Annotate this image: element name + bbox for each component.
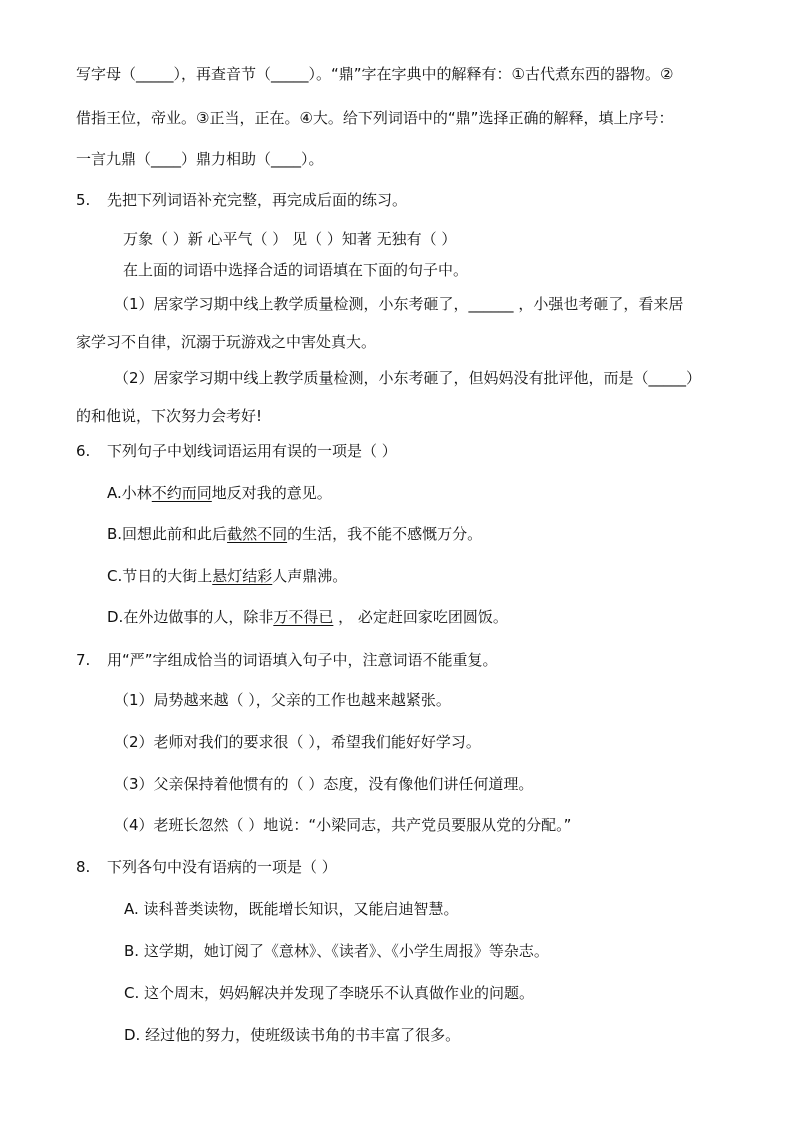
q7-number: 7. xyxy=(76,651,91,669)
q5-sentence-1-line-1: （1）居家学习期中线上教学质量检测，小东考砸了，______ ，小强也考砸了，看来居 xyxy=(114,295,684,313)
option-text: D.在外边做事的人，除非 xyxy=(107,608,274,626)
q7-item-3: （3）父亲保持着他惯有的（ ）态度，没有像他们讲任何道理。 xyxy=(114,775,534,793)
underlined-phrase: 不约而同 xyxy=(151,484,212,502)
option-text: B.回想此前和此后 xyxy=(107,525,228,543)
q5-number: 5. xyxy=(76,191,91,209)
q7-item-4: （4）老班长忽然（ ）地说：“小梁同志，共产党员要服从党的分配。” xyxy=(114,816,572,834)
option-text: 地反对我的意见。 xyxy=(211,484,332,502)
q6-option-b xyxy=(107,524,482,544)
q5-words: 万象（ ）新 心平气（ ） 见（ ）知著 无独有（ ） xyxy=(123,230,457,248)
q5-stem: 先把下列词语补充完整，再完成后面的练习。 xyxy=(107,191,408,209)
q6-option-d xyxy=(107,607,508,627)
q4-line-2: 借指王位，帝业。③正当，正在。④大。给下列词语中的“鼎”选择正确的解释，填上序号： xyxy=(76,109,674,127)
q6-option-c xyxy=(107,566,347,586)
q8-number: 8. xyxy=(76,858,91,876)
q7-stem: 用“严”字组成恰当的词语填入句子中，注意词语不能重复。 xyxy=(107,651,498,669)
q8-stem: 下列各句中没有语病的一项是（ ） xyxy=(107,858,337,876)
q6-number: 6. xyxy=(76,442,91,460)
option-text: 的生活，我不能不感慨万分。 xyxy=(287,525,483,543)
option-text: A.小林 xyxy=(107,484,152,502)
q7-item-2: （2）老师对我们的要求很（ ），希望我们能好好学习。 xyxy=(114,733,481,751)
q5-sentence-2-line-2: 的和他说，下次努力会考好! xyxy=(76,407,263,425)
q5-sentence-2-line-1: （2）居家学习期中线上教学质量检测，小东考砸了，但妈妈没有批评他，而是（_____） xyxy=(114,369,702,387)
q5-instruction: 在上面的词语中选择合适的词语填在下面的句子中。 xyxy=(123,261,469,279)
q6-option-a xyxy=(107,483,332,503)
q8-option-c: C. 这个周末，妈妈解决并发现了李晓乐不认真做作业的问题。 xyxy=(124,984,535,1002)
q6-stem: 下列句子中划线词语运用有误的一项是（ ） xyxy=(107,442,397,460)
q7-item-1: （1）局势越来越（ ），父亲的工作也越来越紧张。 xyxy=(114,691,451,709)
q8-option-b: B. 这学期，她订阅了《意林》、《读者》、《小学生周报》等杂志。 xyxy=(124,942,549,960)
option-text: ， 必定赶回家吃团圆饭。 xyxy=(333,608,508,626)
q8-option-d: D. 经过他的努力，使班级读书角的书丰富了很多。 xyxy=(124,1026,461,1044)
q5-sentence-1-line-2: 家学习不自律，沉溺于玩游戏之中害处真大。 xyxy=(76,333,377,351)
q4-line-1: 写字母（_____），再查音节（_____）。“鼎”字在字典中的解释有：①古代煮东西的器物。② xyxy=(76,65,674,83)
q8-option-a: A. 读科普类读物，既能增长知识，又能启迪智慧。 xyxy=(124,900,459,918)
q4-line-3: 一言九鼎（____）鼎力相助（____）。 xyxy=(76,150,324,168)
underlined-phrase: 万不得已 xyxy=(273,608,334,626)
option-text: C.节日的大街上 xyxy=(107,567,213,585)
option-text: 人声鼎沸。 xyxy=(272,567,348,585)
underlined-phrase: 悬灯结彩 xyxy=(212,567,273,585)
underlined-phrase: 截然不同 xyxy=(227,525,288,543)
